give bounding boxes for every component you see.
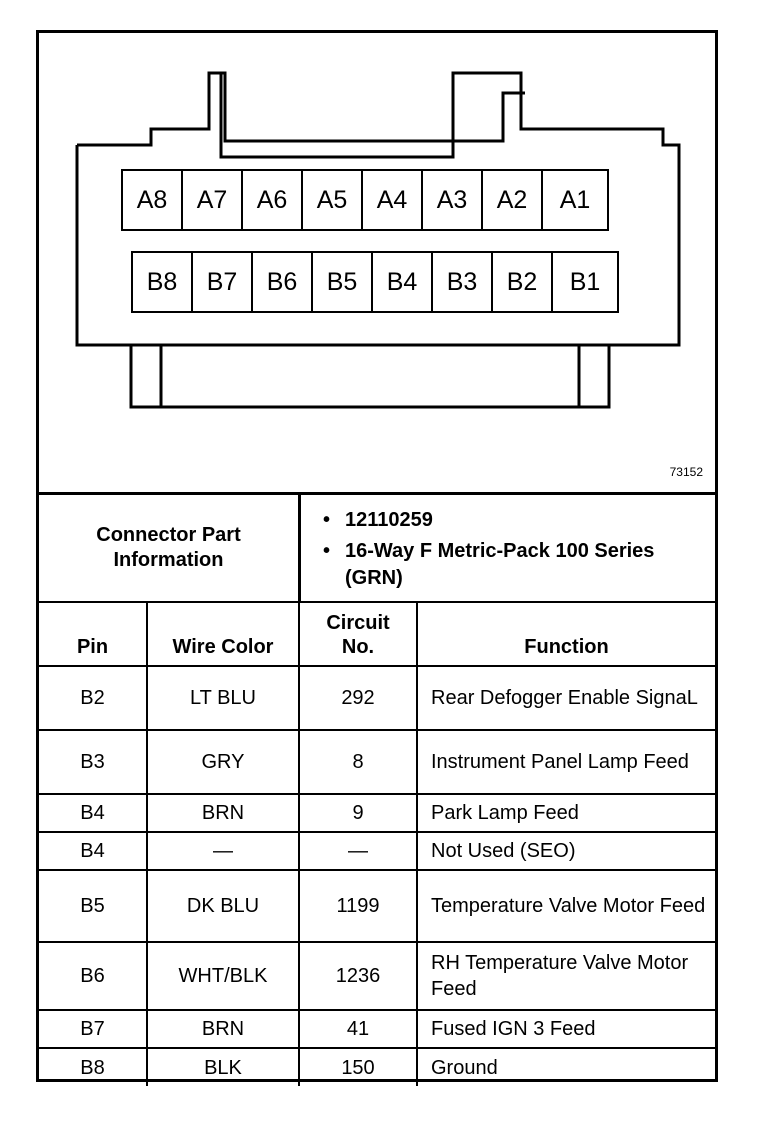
pin-label: A7 bbox=[196, 185, 228, 214]
pin-b4 bbox=[371, 251, 433, 313]
table-row bbox=[39, 730, 715, 794]
pin-b7 bbox=[191, 251, 253, 313]
cell-function: Temperature Valve Motor Feed bbox=[417, 870, 715, 942]
pin-table bbox=[39, 601, 715, 1086]
table-row bbox=[39, 832, 715, 870]
cell-pin: B6 bbox=[39, 942, 147, 1010]
pin-b6 bbox=[251, 251, 313, 313]
pin-label: B2 bbox=[506, 267, 538, 296]
header-pin: Pin bbox=[39, 602, 147, 666]
header-circuit-line1: Circuit bbox=[326, 612, 390, 634]
header-circuit-line2: No. bbox=[341, 636, 375, 658]
header-wire-color: Wire Color bbox=[147, 602, 299, 666]
pin-b5 bbox=[311, 251, 373, 313]
pin-a1 bbox=[541, 169, 609, 231]
cell-function: Ground bbox=[417, 1048, 715, 1086]
pin-b3 bbox=[431, 251, 493, 313]
header-function: Function bbox=[417, 602, 715, 666]
pin-a2 bbox=[481, 169, 543, 231]
cell-wire-color: BRN bbox=[147, 1010, 299, 1048]
cell-pin: B7 bbox=[39, 1010, 147, 1048]
cell-function: Not Used (SEO) bbox=[417, 832, 715, 870]
pin-a5 bbox=[301, 169, 363, 231]
cell-circuit: 9 bbox=[299, 794, 417, 832]
pin-b1 bbox=[551, 251, 619, 313]
part-info-label-line2: Information bbox=[113, 549, 224, 571]
pin-a7 bbox=[181, 169, 243, 231]
cell-pin: B4 bbox=[39, 832, 147, 870]
pin-label: B4 bbox=[386, 267, 418, 296]
cell-circuit: 41 bbox=[299, 1010, 417, 1048]
table-row bbox=[39, 794, 715, 832]
pin-label: B7 bbox=[206, 267, 238, 296]
pin-label: A4 bbox=[376, 185, 408, 214]
cell-circuit: 1199 bbox=[299, 870, 417, 942]
pin-a6 bbox=[241, 169, 303, 231]
pin-label: A3 bbox=[436, 185, 468, 214]
cell-circuit: — bbox=[299, 832, 417, 870]
cell-wire-color: — bbox=[147, 832, 299, 870]
cell-function: Rear Defogger Enable SignaL bbox=[417, 666, 715, 730]
pin-label: B3 bbox=[446, 267, 478, 296]
connector-type-item bbox=[323, 538, 703, 592]
cell-circuit: 8 bbox=[299, 730, 417, 794]
cell-function: RH Temperature Valve Motor Feed bbox=[417, 942, 715, 1010]
cell-function: Instrument Panel Lamp Feed bbox=[417, 730, 715, 794]
pin-label: B1 bbox=[569, 267, 601, 296]
pin-a4 bbox=[361, 169, 423, 231]
bullet-icon: • bbox=[323, 540, 331, 562]
cell-pin: B5 bbox=[39, 870, 147, 942]
table-row bbox=[39, 666, 715, 730]
pin-a8 bbox=[121, 169, 183, 231]
cell-wire-color: WHT/BLK bbox=[147, 942, 299, 1010]
table-row bbox=[39, 1010, 715, 1048]
table-row bbox=[39, 1048, 715, 1086]
cell-wire-color: LT BLU bbox=[147, 666, 299, 730]
cell-wire-color: DK BLU bbox=[147, 870, 299, 942]
cell-pin: B4 bbox=[39, 794, 147, 832]
pin-label: B6 bbox=[266, 267, 298, 296]
pin-b8 bbox=[131, 251, 193, 313]
cell-circuit: 1236 bbox=[299, 942, 417, 1010]
table-header-row bbox=[39, 602, 715, 666]
pin-label: A2 bbox=[496, 185, 528, 214]
part-number: 12110259 bbox=[345, 509, 433, 531]
part-number-item bbox=[323, 507, 703, 534]
cell-wire-color: BLK bbox=[147, 1048, 299, 1086]
pin-label: A1 bbox=[559, 185, 591, 214]
cell-wire-color: BRN bbox=[147, 794, 299, 832]
connector-sheet bbox=[36, 30, 718, 1082]
bullet-icon: • bbox=[323, 509, 331, 531]
cell-pin: B3 bbox=[39, 730, 147, 794]
figure-number: 73152 bbox=[669, 465, 703, 479]
cell-circuit: 150 bbox=[299, 1048, 417, 1086]
cell-pin: B8 bbox=[39, 1048, 147, 1086]
part-info-label bbox=[39, 495, 301, 601]
part-info-label-line1: Connector Part bbox=[96, 524, 241, 546]
table-row bbox=[39, 942, 715, 1010]
connector-type: 16-Way F Metric-Pack 100 Series (GRN) bbox=[345, 540, 655, 589]
pin-b2 bbox=[491, 251, 553, 313]
part-info-list bbox=[323, 507, 703, 596]
pin-label: B8 bbox=[146, 267, 178, 296]
connector-drawing bbox=[39, 33, 715, 495]
pin-label: A5 bbox=[316, 185, 348, 214]
pin-a3 bbox=[421, 169, 483, 231]
cell-function: Fused IGN 3 Feed bbox=[417, 1010, 715, 1048]
cell-function: Park Lamp Feed bbox=[417, 794, 715, 832]
cell-pin: B2 bbox=[39, 666, 147, 730]
header-circuit-no bbox=[299, 602, 417, 666]
pin-label: B5 bbox=[326, 267, 358, 296]
pin-label: A8 bbox=[136, 185, 168, 214]
pin-label: A6 bbox=[256, 185, 288, 214]
cell-circuit: 292 bbox=[299, 666, 417, 730]
table-row bbox=[39, 870, 715, 942]
connector-part-info bbox=[39, 495, 715, 601]
cell-wire-color: GRY bbox=[147, 730, 299, 794]
